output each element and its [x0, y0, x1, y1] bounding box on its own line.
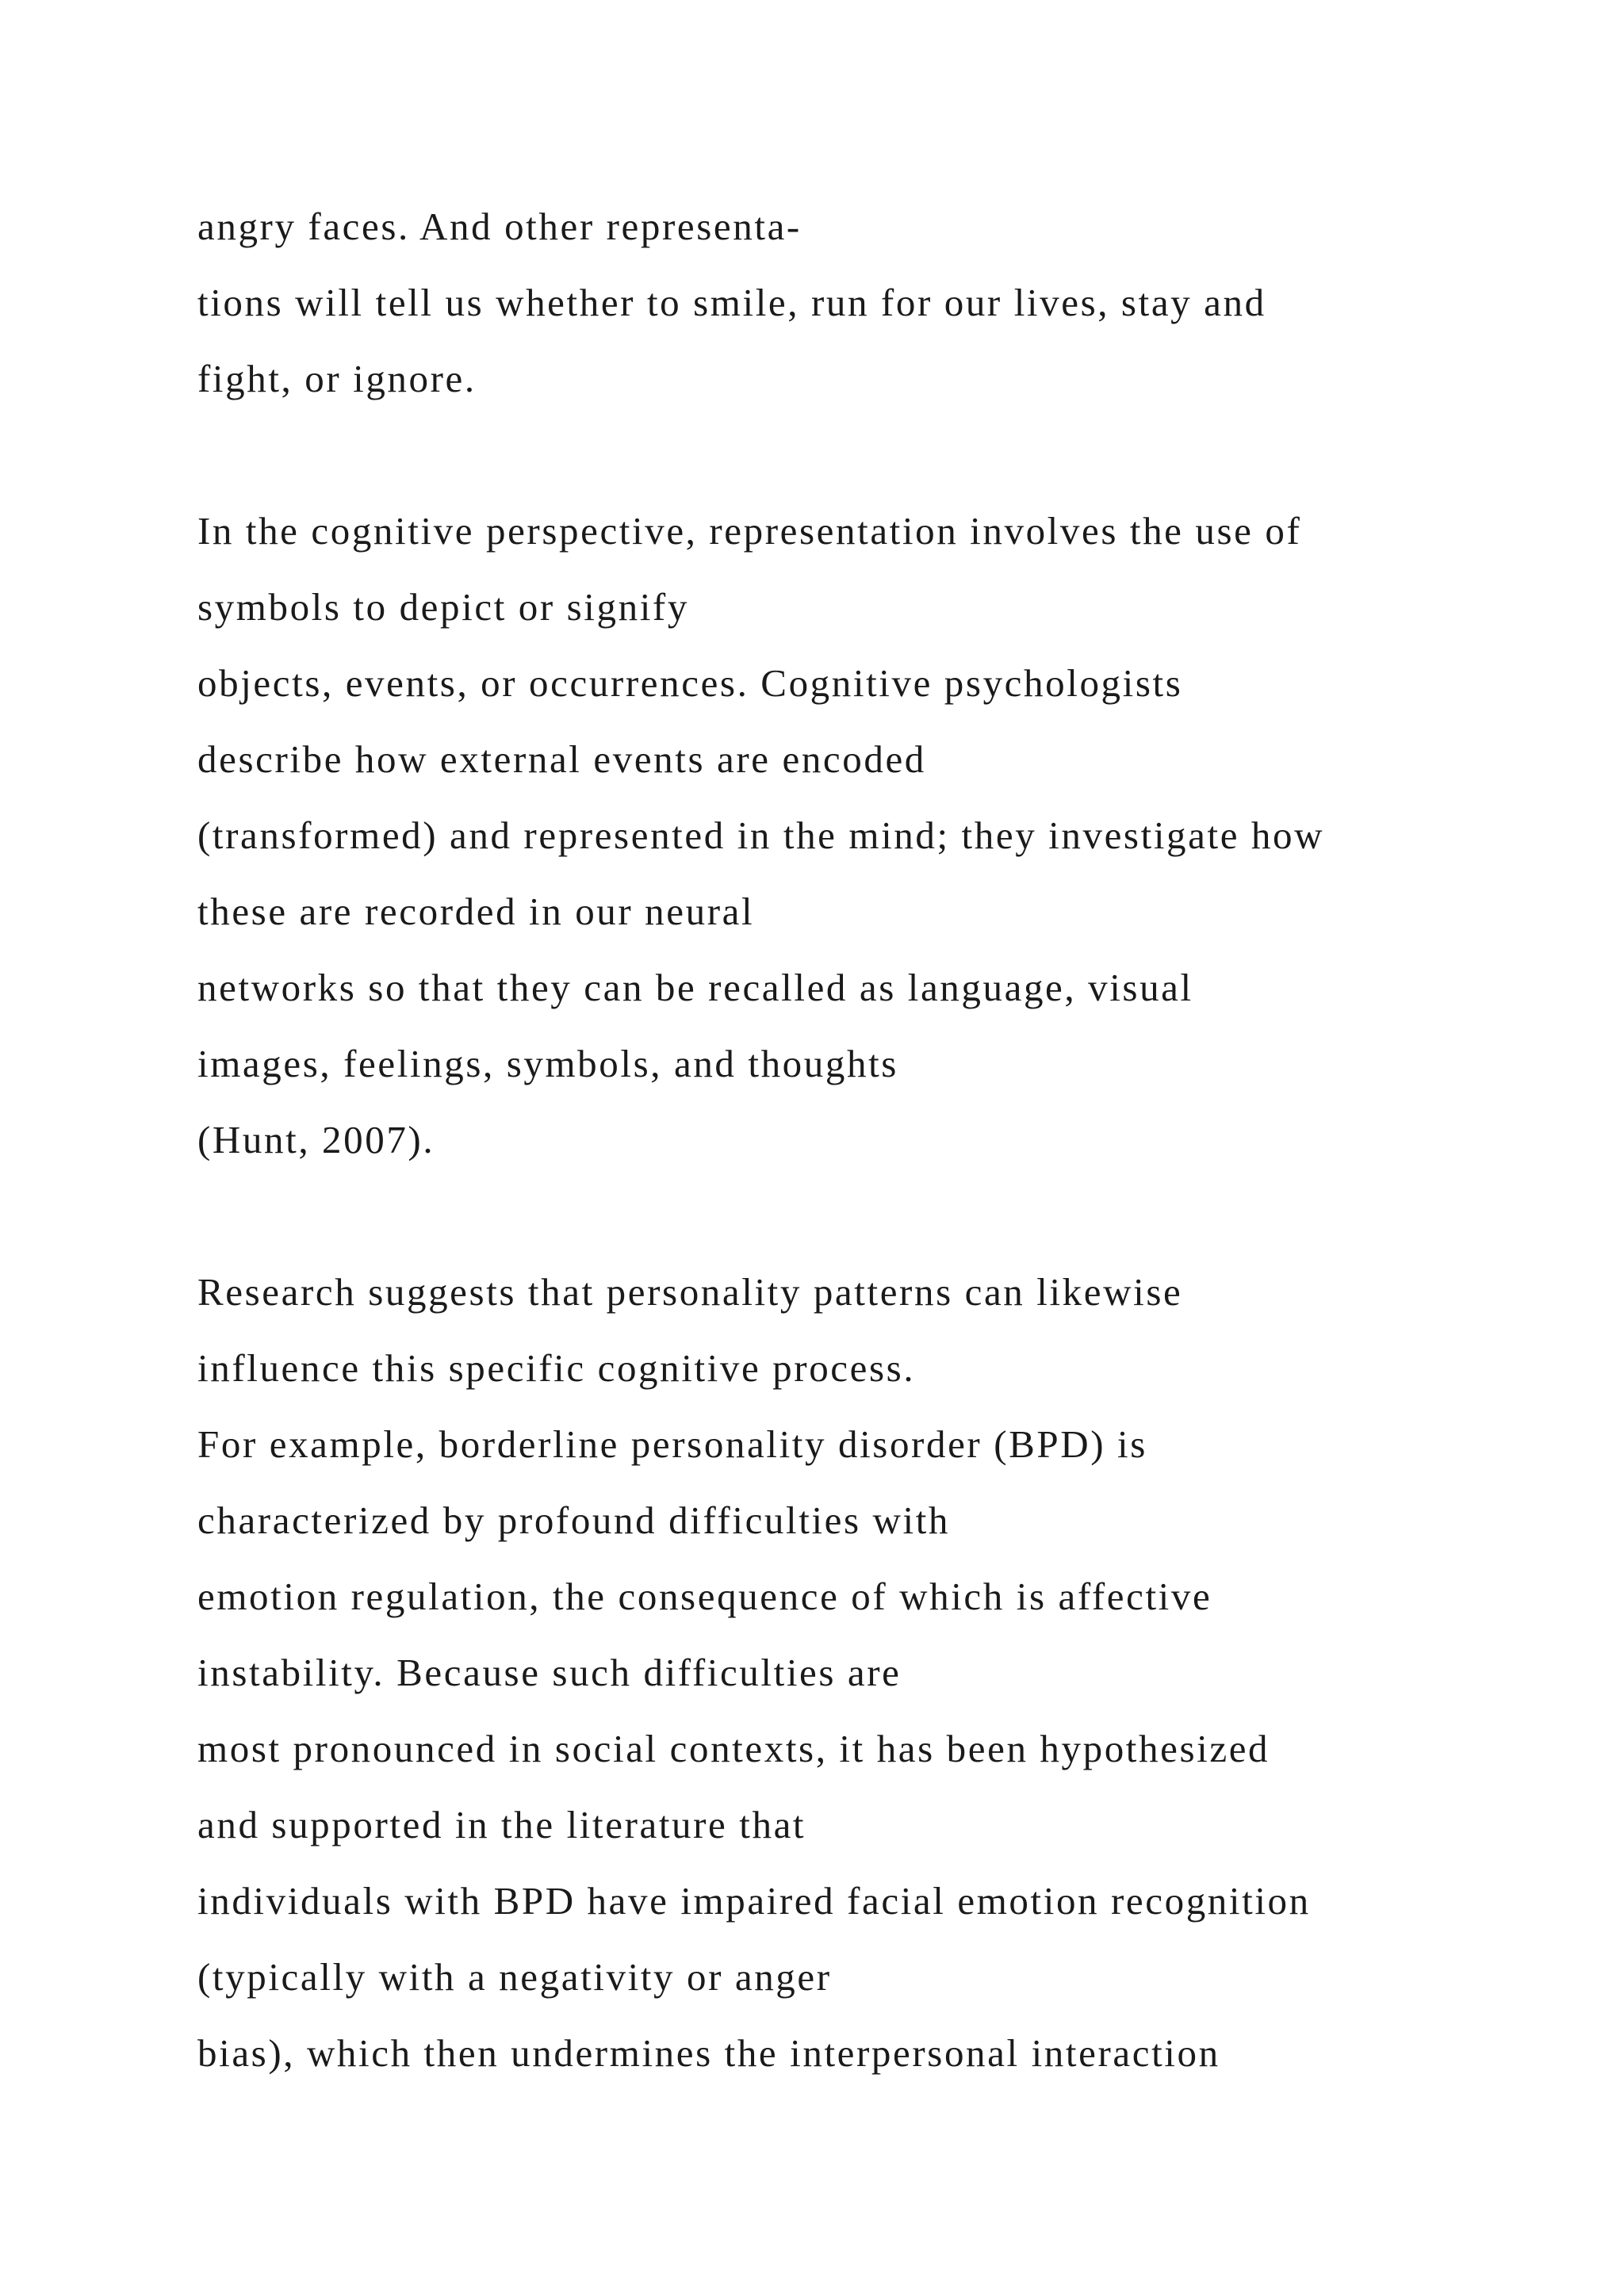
text-line: In the cognitive perspective, representation involves the use of — [197, 509, 1302, 553]
citation-line: (Hunt, 2007). — [197, 1118, 435, 1161]
text-line: individuals with BPD have impaired facial emotion recognition — [197, 1879, 1311, 1923]
paragraph-2 — [197, 493, 1545, 1178]
text-line: networks so that they can be recalled as language, visual — [197, 966, 1193, 1009]
text-line: instability. Because such difficulties are — [197, 1651, 902, 1694]
paragraph-break — [197, 1178, 1545, 1254]
text-line: objects, events, or occurrences. Cognitive psychologists — [197, 661, 1183, 705]
paragraph-break — [197, 417, 1545, 493]
body-text — [197, 189, 1545, 2091]
text-line: bias), which then undermines the interpersonal interaction — [197, 2031, 1220, 2075]
text-line: Research suggests that personality patterns can likewise — [197, 1270, 1183, 1314]
text-line: tions will tell us whether to smile, run for our lives, stay and — [197, 281, 1266, 324]
paragraph-3 — [197, 1254, 1545, 2091]
text-line: images, feelings, symbols, and thoughts — [197, 1042, 898, 1085]
text-line: emotion regulation, the consequence of which is affective — [197, 1575, 1212, 1618]
text-line: and supported in the literature that — [197, 1803, 806, 1846]
text-line: influence this specific cognitive process. — [197, 1346, 916, 1390]
text-line: these are recorded in our neural — [197, 890, 755, 933]
text-line: most pronounced in social contexts, it has been hypothesized — [197, 1727, 1270, 1770]
text-line: characterized by profound difficulties with — [197, 1498, 951, 1542]
text-line: (typically with a negativity or anger — [197, 1955, 832, 1999]
text-line: angry faces. And other representa- — [197, 205, 802, 248]
text-line: (transformed) and represented in the mind; they investigate how — [197, 813, 1325, 857]
paragraph-1 — [197, 189, 1545, 417]
text-line: fight, or ignore. — [197, 357, 477, 400]
text-line: For example, borderline personality disorder (BPD) is — [197, 1422, 1147, 1466]
text-line: symbols to depict or signify — [197, 585, 689, 629]
text-line: describe how external events are encoded — [197, 737, 926, 781]
